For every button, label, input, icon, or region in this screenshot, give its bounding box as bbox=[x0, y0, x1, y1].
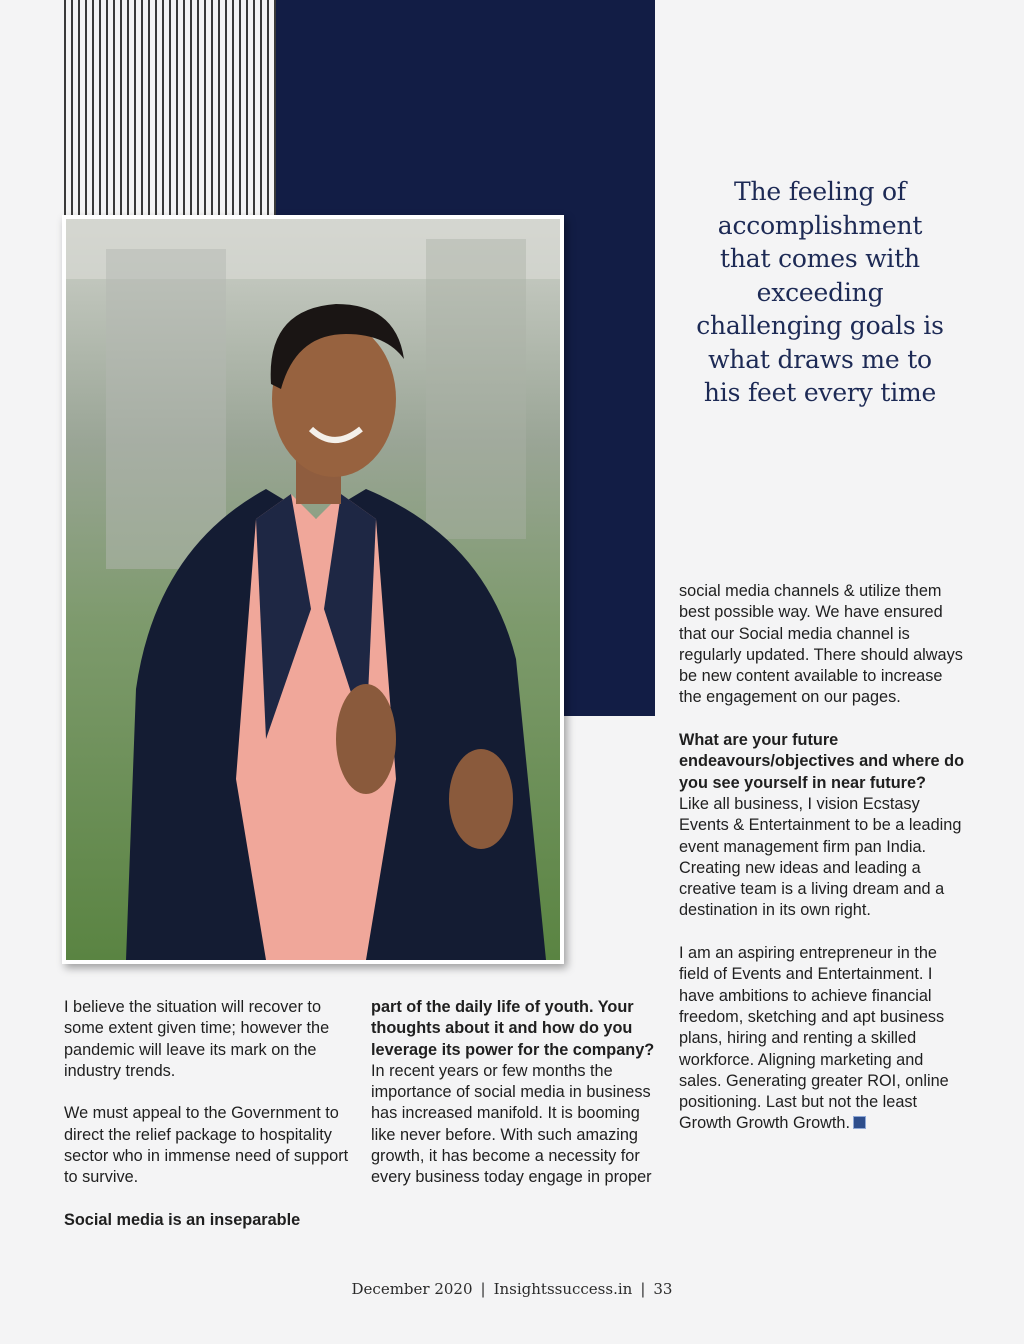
issue-date: December 2020 bbox=[351, 1280, 473, 1298]
article-column-left bbox=[64, 997, 356, 1231]
site-name: Insightssuccess.in bbox=[493, 1280, 633, 1298]
paragraph: Like all business, I vision Ecstasy Events & Entertainment to be a leading event management firm pan India. Creating new ideas and leading a creative team is a living dream and a destination in its own right. bbox=[679, 794, 962, 920]
article-column-middle bbox=[371, 997, 657, 1210]
portrait-illustration bbox=[66, 219, 560, 960]
photo-frame bbox=[62, 215, 564, 964]
paragraph bbox=[679, 943, 969, 1135]
interview-question: part of the daily life of youth. Your thoughts about it and how do you leverage its power for the company? bbox=[371, 998, 655, 1059]
interview-question: Social media is an inseparable bbox=[64, 1210, 301, 1229]
end-mark-icon bbox=[853, 1116, 866, 1129]
footer-separator: | bbox=[480, 1280, 486, 1298]
article-column-right bbox=[679, 581, 969, 1156]
paragraph: We must appeal to the Government to direct the relief package to hospitality sector who in immense need of support to survive. bbox=[64, 1104, 349, 1187]
paragraph: I believe the situation will recover to some extent given time; however the pandemic will leave its mark on the industry trends. bbox=[64, 998, 330, 1080]
decorative-stripes bbox=[64, 0, 276, 216]
paragraph-text: I am an aspiring entrepreneur in the field of Events and Entertainment. I have ambitions to achieve financial freedom, sketching and apt business plans, hiring and renting a skilled workforce. Aligning marketing and sales. Generating greater ROI, online positioning. Last but not the least Growth Growth Growth. bbox=[679, 944, 949, 1133]
interview-question: What are your future endeavours/objectives and where do you see yourself in near future? bbox=[679, 731, 965, 792]
page-footer bbox=[0, 1280, 1024, 1298]
page-number: 33 bbox=[653, 1280, 673, 1298]
pull-quote: The feeling of accomplishment that comes with exceeding challenging goals is what draws me to his feet every time bbox=[696, 177, 944, 407]
portrait-photo bbox=[66, 219, 560, 960]
paragraph: In recent years or few months the importance of social media in business has increased manifold. It is booming like never before. With such amazing growth, it has become a necessity for every business today engage in proper bbox=[371, 1061, 652, 1187]
paragraph: social media channels & utilize them best possible way. We have ensured that our Social media channel is regularly updated. There should always be new content available to increase the engagement on our pages. bbox=[679, 582, 963, 707]
footer-separator: | bbox=[640, 1280, 646, 1298]
